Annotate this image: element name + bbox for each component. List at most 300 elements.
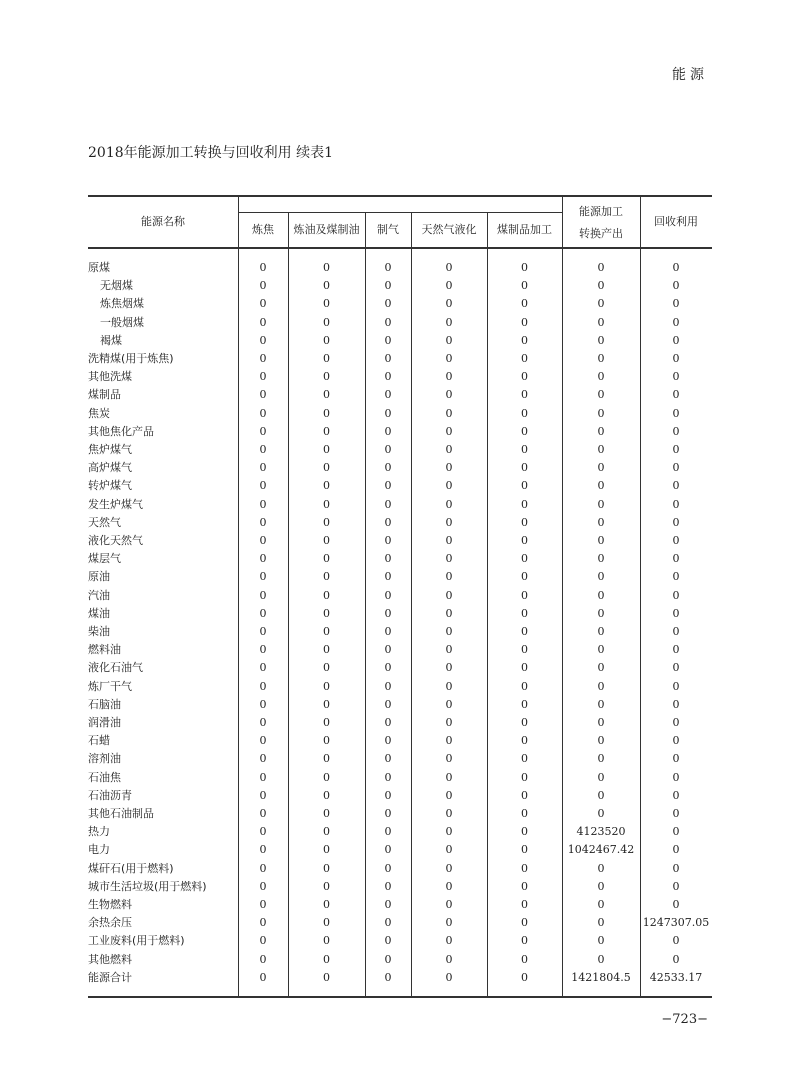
table-row (88, 932, 712, 950)
table-top-rule (88, 195, 712, 197)
table-row (88, 896, 712, 914)
cell-value: 0 (597, 770, 605, 784)
table-row (88, 550, 712, 568)
cell-value: 0 (384, 443, 392, 456)
cell-value: 0 (672, 515, 680, 529)
cell-value: 0 (323, 424, 330, 438)
cell-value: 0 (597, 534, 605, 547)
cell-value: 0 (521, 952, 528, 966)
table-row (88, 823, 712, 841)
table-row (88, 405, 712, 423)
cell-value: 0 (672, 952, 680, 966)
cell-value: 0 (672, 734, 680, 748)
cell-value: 0 (445, 788, 453, 802)
cell-value: 0 (259, 315, 267, 329)
cell-value: 0 (259, 588, 267, 602)
cell-value: 0 (672, 843, 680, 857)
cell-value: 0 (445, 479, 453, 493)
energy-name: 其他石油制品 (88, 807, 154, 820)
energy-name: 石油焦 (88, 770, 121, 784)
table-row (88, 295, 712, 313)
energy-name: 润滑油 (88, 716, 121, 729)
cell-value: 0 (672, 643, 680, 657)
cell-value: 0 (384, 515, 392, 529)
cell-value: 0 (445, 552, 453, 566)
cell-value: 0 (672, 497, 680, 511)
cell-value: 0 (521, 879, 528, 893)
cell-value: 0 (672, 388, 680, 402)
cell-value: 0 (672, 697, 680, 711)
cell-value: 0 (384, 461, 392, 475)
cell-value: 0 (384, 752, 392, 766)
cell-value: 0 (597, 297, 605, 311)
cell-value: 0 (672, 406, 680, 420)
cell-value: 0 (672, 679, 680, 693)
cell-value: 0 (445, 534, 453, 547)
cell-value: 0 (259, 643, 267, 657)
cell-value: 0 (323, 443, 330, 456)
cell-value: 0 (597, 406, 605, 420)
cell-value: 0 (323, 879, 330, 893)
energy-name: 焦炭 (88, 406, 110, 420)
energy-name: 天然气 (88, 515, 121, 529)
cell-value: 0 (597, 879, 605, 893)
table-row (88, 477, 712, 495)
cell-value: 0 (597, 279, 605, 293)
cell-value: 0 (323, 261, 330, 274)
table-row (88, 732, 712, 750)
header-energy-name: 能源名称 (141, 215, 185, 228)
cell-value: 0 (259, 443, 267, 456)
cell-value: 0 (445, 388, 453, 402)
cell-value: 0 (323, 697, 330, 711)
cell-value: 0 (384, 606, 392, 620)
table-row (88, 314, 712, 332)
cell-value: 0 (384, 825, 392, 839)
cell-value: 0 (521, 279, 528, 293)
cell-value: 0 (597, 552, 605, 566)
header-oil-refining: 炼油及煤制油 (293, 223, 360, 236)
cell-value: 0 (384, 261, 392, 274)
cell-value: 0 (445, 697, 453, 711)
cell-value: 0 (323, 297, 330, 311)
energy-name: 汽油 (88, 588, 110, 602)
table-row (88, 441, 712, 459)
cell-value: 0 (445, 352, 453, 365)
cell-value: 0 (672, 443, 680, 456)
cell-value: 0 (597, 261, 605, 274)
table-row (88, 841, 712, 859)
cell-value: 0 (259, 534, 267, 547)
cell-value: 0 (259, 606, 267, 620)
cell-value: 0 (259, 661, 267, 675)
cell-value: 0 (445, 261, 453, 274)
cell-value: 0 (445, 279, 453, 293)
energy-name: 液化天然气 (88, 534, 143, 547)
cell-value: 0 (445, 970, 453, 984)
cell-value: 0 (445, 843, 453, 857)
cell-value: 0 (384, 679, 392, 693)
cell-value: 0 (259, 934, 267, 948)
cell-value: 0 (597, 424, 605, 438)
cell-value: 0 (323, 534, 330, 547)
cell-value: 0 (445, 952, 453, 966)
table-row (88, 878, 712, 896)
cell-value: 0 (384, 807, 392, 820)
energy-name: 高炉煤气 (88, 461, 132, 475)
cell-value: 0 (259, 679, 267, 693)
cell-value: 4123520 (576, 825, 626, 839)
cell-value: 0 (597, 788, 605, 802)
cell-value: 0 (445, 461, 453, 475)
energy-name: 能源合计 (88, 970, 132, 984)
cell-value: 0 (259, 898, 267, 911)
cell-value: 0 (521, 770, 528, 784)
cell-value: 0 (597, 515, 605, 529)
cell-value: 0 (672, 552, 680, 566)
cell-value: 0 (521, 734, 528, 748)
cell-value: 0 (323, 625, 330, 638)
cell-value: 0 (521, 679, 528, 693)
cell-value: 0 (521, 807, 528, 820)
cell-value: 0 (521, 625, 528, 638)
cell-value: 0 (384, 934, 392, 948)
cell-value: 0 (672, 661, 680, 675)
header-coal-products: 煤制品加工 (497, 223, 552, 236)
table-title: 2018年能源加工转换与回收利用 续表1 (88, 145, 333, 161)
cell-value: 0 (521, 788, 528, 802)
energy-name: 柴油 (88, 625, 110, 638)
cell-value: 1247307.05 (642, 916, 710, 930)
cell-value: 0 (521, 643, 528, 657)
cell-value: 0 (521, 352, 528, 365)
table-row (88, 714, 712, 732)
cell-value: 0 (672, 588, 680, 602)
cell-value: 0 (672, 752, 680, 766)
cell-value: 0 (597, 315, 605, 329)
cell-value: 0 (384, 352, 392, 365)
cell-value: 0 (445, 625, 453, 638)
cell-value: 0 (445, 443, 453, 456)
cell-value: 0 (445, 406, 453, 420)
table-row (88, 332, 712, 350)
cell-value: 0 (445, 570, 453, 584)
cell-value: 0 (521, 297, 528, 311)
cell-value: 0 (597, 370, 605, 384)
cell-value: 0 (384, 879, 392, 893)
cell-value: 0 (597, 625, 605, 638)
cell-value: 0 (323, 661, 330, 675)
cell-value: 0 (672, 370, 680, 384)
cell-value: 0 (323, 752, 330, 766)
energy-name: 工业废料(用于燃料) (88, 934, 185, 948)
cell-value: 0 (445, 643, 453, 657)
cell-value: 0 (672, 807, 680, 820)
cell-value: 0 (597, 934, 605, 948)
cell-value: 0 (521, 406, 528, 420)
cell-value: 0 (521, 716, 528, 729)
energy-name: 原煤 (88, 261, 110, 274)
cell-value: 0 (384, 279, 392, 293)
table-row (88, 496, 712, 514)
cell-value: 0 (597, 952, 605, 966)
table-row (88, 605, 712, 623)
cell-value: 0 (672, 424, 680, 438)
table-row (88, 350, 712, 368)
energy-name: 焦炉煤气 (88, 443, 132, 456)
cell-value: 0 (259, 515, 267, 529)
cell-value: 0 (323, 588, 330, 602)
cell-value: 0 (259, 788, 267, 802)
cell-value: 0 (597, 861, 605, 875)
cell-value: 0 (259, 734, 267, 748)
cell-value: 0 (384, 916, 392, 930)
energy-name: 其他焦化产品 (88, 424, 154, 438)
section-header: 能源 (672, 67, 708, 83)
table-row (88, 259, 712, 277)
cell-value: 0 (323, 370, 330, 384)
cell-value: 0 (384, 625, 392, 638)
cell-value: 0 (384, 406, 392, 420)
cell-value: 0 (672, 606, 680, 620)
energy-name: 原油 (88, 570, 110, 584)
cell-value: 0 (521, 479, 528, 493)
cell-value: 0 (445, 297, 453, 311)
energy-name: 其他燃料 (88, 952, 132, 966)
header-lng: 天然气液化 (421, 223, 477, 236)
cell-value: 0 (445, 333, 453, 347)
table-row (88, 587, 712, 605)
cell-value: 0 (323, 916, 330, 930)
cell-value: 0 (521, 588, 528, 602)
cell-value: 0 (384, 770, 392, 784)
energy-name: 发生炉煤气 (88, 497, 143, 511)
cell-value: 0 (384, 898, 392, 911)
cell-value: 0 (384, 788, 392, 802)
cell-value: 0 (521, 843, 528, 857)
cell-value: 0 (445, 916, 453, 930)
cell-value: 0 (672, 261, 680, 274)
table-row (88, 860, 712, 878)
cell-value: 0 (445, 315, 453, 329)
table-row (88, 914, 712, 932)
cell-value: 0 (323, 515, 330, 529)
cell-value: 0 (672, 625, 680, 638)
cell-value: 0 (323, 934, 330, 948)
cell-value: 0 (259, 297, 267, 311)
cell-value: 0 (521, 534, 528, 547)
cell-value: 0 (445, 497, 453, 511)
energy-name: 煤层气 (88, 552, 121, 566)
cell-value: 0 (672, 788, 680, 802)
cell-value: 0 (384, 534, 392, 547)
cell-value: 0 (323, 461, 330, 475)
cell-value: 0 (259, 807, 267, 820)
cell-value: 0 (521, 370, 528, 384)
cell-value: 0 (259, 716, 267, 729)
energy-name: 热力 (88, 825, 110, 839)
cell-value: 0 (597, 752, 605, 766)
cell-value: 0 (323, 606, 330, 620)
cell-value: 0 (259, 697, 267, 711)
table-row (88, 423, 712, 441)
cell-value: 0 (259, 770, 267, 784)
energy-name: 褐煤 (100, 333, 122, 347)
table-row (88, 951, 712, 969)
cell-value: 0 (259, 424, 267, 438)
energy-name: 电力 (88, 843, 110, 857)
cell-value: 0 (323, 333, 330, 347)
cell-value: 0 (259, 916, 267, 930)
cell-value: 0 (323, 679, 330, 693)
cell-value: 0 (597, 588, 605, 602)
cell-value: 0 (672, 315, 680, 329)
cell-value: 0 (259, 352, 267, 365)
cell-value: 0 (445, 661, 453, 675)
cell-value: 0 (384, 697, 392, 711)
cell-value: 0 (259, 261, 267, 274)
cell-value: 0 (384, 952, 392, 966)
cell-value: 0 (259, 625, 267, 638)
energy-name: 无烟煤 (100, 279, 133, 293)
table-row (88, 769, 712, 787)
cell-value: 0 (521, 388, 528, 402)
header-coking: 炼焦 (252, 223, 274, 236)
table-row (88, 568, 712, 586)
cell-value: 0 (384, 716, 392, 729)
cell-value: 0 (384, 734, 392, 748)
cell-value: 0 (672, 570, 680, 584)
energy-name: 煤制品 (88, 388, 121, 402)
cell-value: 0 (445, 934, 453, 948)
cell-value: 0 (672, 861, 680, 875)
page-number: −723− (661, 1012, 708, 1027)
cell-value: 0 (384, 315, 392, 329)
cell-value: 0 (672, 279, 680, 293)
table-row (88, 459, 712, 477)
cell-value: 0 (521, 825, 528, 839)
cell-value: 0 (445, 825, 453, 839)
cell-value: 0 (597, 679, 605, 693)
cell-value: 0 (597, 716, 605, 729)
cell-value: 0 (384, 424, 392, 438)
cell-value: 0 (597, 443, 605, 456)
cell-value: 0 (672, 333, 680, 347)
cell-value: 0 (259, 970, 267, 984)
cell-value: 0 (384, 661, 392, 675)
cell-value: 0 (323, 952, 330, 966)
cell-value: 0 (597, 352, 605, 365)
cell-value: 0 (521, 497, 528, 511)
cell-value: 0 (521, 970, 528, 984)
cell-value: 0 (384, 333, 392, 347)
cell-value: 0 (445, 515, 453, 529)
cell-value: 0 (521, 461, 528, 475)
energy-name: 余热余压 (88, 916, 132, 930)
cell-value: 0 (323, 898, 330, 911)
cell-value: 0 (597, 479, 605, 493)
energy-name: 洗精煤(用于炼焦) (88, 352, 174, 365)
cell-value: 0 (259, 279, 267, 293)
cell-value: 0 (384, 861, 392, 875)
energy-name: 煤油 (88, 606, 110, 620)
cell-value: 0 (521, 934, 528, 948)
cell-value: 0 (259, 952, 267, 966)
table-row (88, 368, 712, 386)
cell-value: 0 (445, 679, 453, 693)
table-row (88, 514, 712, 532)
cell-value: 0 (672, 825, 680, 839)
table-row (88, 750, 712, 768)
cell-value: 0 (259, 497, 267, 511)
cell-value: 0 (259, 570, 267, 584)
cell-value: 0 (672, 297, 680, 311)
table-row (88, 641, 712, 659)
table-row (88, 787, 712, 805)
cell-value: 0 (323, 970, 330, 984)
cell-value: 0 (323, 315, 330, 329)
cell-value: 0 (323, 388, 330, 402)
cell-value: 0 (521, 424, 528, 438)
cell-value: 0 (323, 825, 330, 839)
cell-value: 0 (597, 497, 605, 511)
cell-value: 0 (445, 370, 453, 384)
cell-value: 0 (672, 898, 680, 911)
cell-value: 0 (323, 279, 330, 293)
cell-value: 0 (384, 970, 392, 984)
cell-value: 0 (597, 461, 605, 475)
header-sub-rule (238, 212, 562, 213)
cell-value: 0 (323, 406, 330, 420)
cell-value: 0 (323, 352, 330, 365)
header-conversion-output-1: 能源加工 (579, 205, 623, 218)
cell-value: 0 (521, 570, 528, 584)
cell-value: 0 (445, 752, 453, 766)
table-row (88, 805, 712, 823)
energy-name: 转炉煤气 (88, 479, 132, 493)
energy-name: 溶剂油 (88, 752, 121, 766)
cell-value: 0 (323, 861, 330, 875)
energy-name: 生物燃料 (88, 898, 132, 911)
header-conversion-output-2: 转换产出 (579, 227, 623, 240)
cell-value: 0 (672, 479, 680, 493)
cell-value: 0 (597, 734, 605, 748)
header-recovery: 回收利用 (654, 215, 698, 228)
cell-value: 0 (597, 606, 605, 620)
cell-value: 0 (445, 770, 453, 784)
cell-value: 0 (445, 606, 453, 620)
energy-name: 其他洗煤 (88, 370, 132, 384)
cell-value: 0 (384, 297, 392, 311)
cell-value: 0 (323, 479, 330, 493)
cell-value: 0 (323, 643, 330, 657)
cell-value: 0 (445, 734, 453, 748)
table-row (88, 386, 712, 404)
energy-name: 一般烟煤 (100, 315, 144, 329)
cell-value: 0 (672, 770, 680, 784)
energy-name: 石脑油 (88, 697, 121, 711)
cell-value: 0 (323, 734, 330, 748)
cell-value: 0 (259, 370, 267, 384)
cell-value: 0 (597, 643, 605, 657)
cell-value: 0 (384, 643, 392, 657)
energy-name: 炼焦烟煤 (100, 297, 144, 311)
cell-value: 0 (672, 534, 680, 547)
cell-value: 0 (521, 261, 528, 274)
table-bottom-rule (88, 996, 712, 998)
cell-value: 0 (259, 879, 267, 893)
table-row (88, 532, 712, 550)
